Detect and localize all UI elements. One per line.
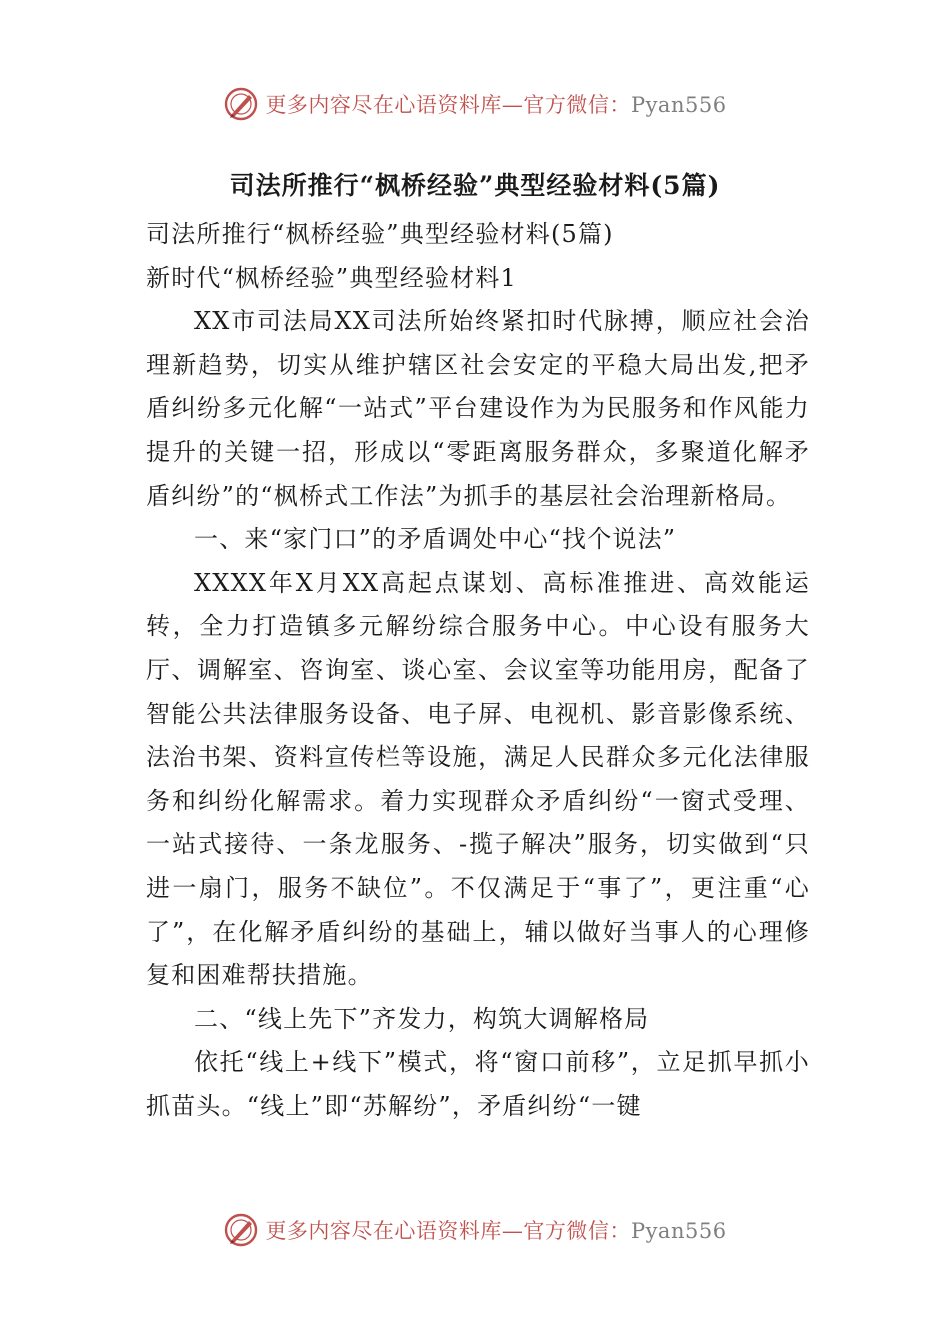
paragraph: XXXX年X月XX高起点谋划、高标准推进、高效能运转，全力打造镇多元解纷综合服务中心。中心设有服务大厅、调解室、咨询室、谈心室、会议室等功能用房，配备了智能公共法律服务设备、电子屏、电视机、影音影像系统、法治书架、资料宣传栏等设施，满足人民群众多元化法律服务和纠纷化解需求。着力实现群众矛盾纠纷“一窗式受理、一站式接待、一条龙服务、-揽子解决”服务，切实做到“只进一扇门，服务不缺位”。不仅满足于“事了”，更注重“心了”，在化解矛盾纠纷的基础上，辅以做好当事人的心理修复和困难帮扶措施。 xyxy=(146,568,810,990)
section-heading: 一、来“家门口”的矛盾调处中心“找个说法” xyxy=(194,525,677,554)
paragraph: XX市司法局XX司法所始终紧扣时代脉搏，顺应社会治理新趋势，切实从维护辖区社会安定的平稳大局出发,把矛盾纠纷多元化解“一站式”平台建设作为为民服务和作风能力提升的关键一招，形成以“零距离服务群众，多聚道化解矛盾纠纷”的“枫桥式工作法”为抓手的基层社会治理新格局。 xyxy=(146,307,810,510)
pen-seal-icon xyxy=(223,1212,259,1248)
paragraph: 新时代“枫桥经验”典型经验材料1 xyxy=(146,263,518,292)
banner-text: 更多内容尽在心语资料库—官方微信：Pyan556 xyxy=(265,1219,727,1243)
paragraph: 依托“线上+线下”模式，将“窗口前移”，立足抓早抓小抓苗头。“线上”即“苏解纷”，矛盾纠纷“一键 xyxy=(146,1048,810,1120)
section-heading: 二、“线上先下”齐发力，构筑大调解格局 xyxy=(194,1004,650,1033)
wechat-id: Pyan556 xyxy=(630,1219,727,1243)
pen-seal-icon xyxy=(223,86,259,122)
paragraph: 司法所推行“枫桥经验”典型经验材料(5篇) xyxy=(146,220,614,248)
document-title: 司法所推行“枫桥经验”典型经验材料(5篇) xyxy=(229,171,721,200)
banner-text: 更多内容尽在心语资料库—官方微信：Pyan556 xyxy=(265,93,727,117)
footer-banner xyxy=(0,1210,950,1250)
document-body xyxy=(146,213,810,1128)
header-banner xyxy=(0,84,950,124)
wechat-id: Pyan556 xyxy=(630,93,727,117)
